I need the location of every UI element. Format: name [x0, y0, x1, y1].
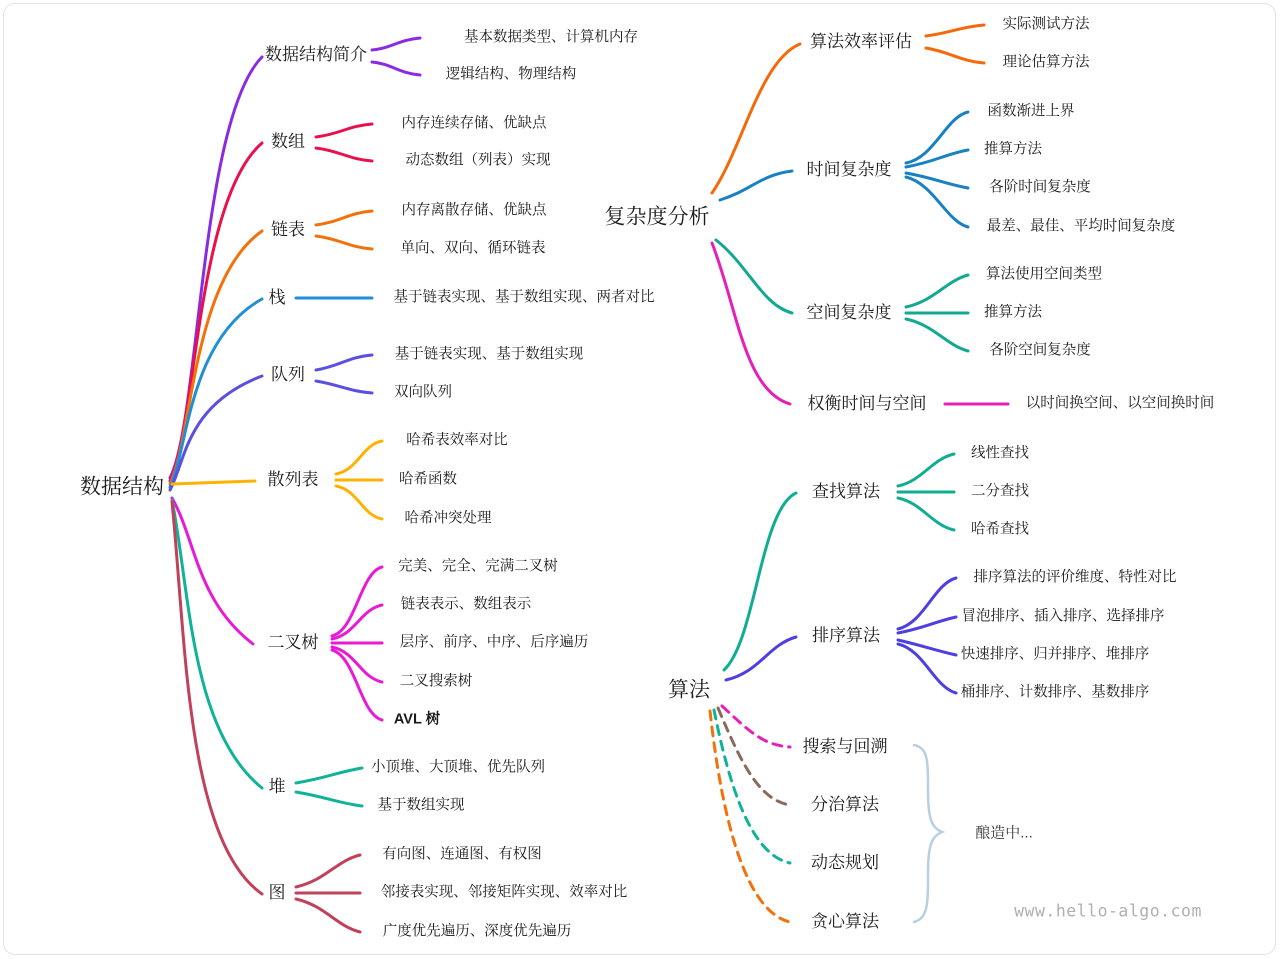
node-queue[interactable]: 队列 — [271, 364, 305, 384]
node-space-child-2[interactable]: 推算方法 — [984, 304, 1042, 321]
edge-array-1 — [316, 124, 372, 137]
node-efficiency-child-1[interactable]: 实际测试方法 — [1002, 16, 1090, 33]
edge-cx-space — [716, 240, 792, 313]
node-time-child-1[interactable]: 函数渐进上界 — [987, 103, 1075, 120]
edge-ds-graph — [172, 502, 262, 894]
node-sorting-child-3[interactable]: 快速排序、归并排序、堆排序 — [960, 646, 1150, 663]
edge-queue-2 — [316, 381, 372, 393]
edge-cx-trade — [712, 243, 790, 404]
node-linked-list-child-1[interactable]: 内存离散存储、优缺点 — [401, 202, 547, 219]
edge-cxspace-1 — [906, 275, 968, 307]
brewing-note: 酿造中... — [975, 824, 1033, 842]
edge-list-2 — [316, 236, 372, 249]
edge-list-1 — [316, 211, 372, 225]
node-root-algorithm[interactable]: 算法 — [668, 678, 710, 702]
node-linked-list[interactable]: 链表 — [271, 219, 305, 239]
node-heap-child-2[interactable]: 基于数组实现 — [377, 797, 465, 814]
edge-hash-3 — [336, 486, 382, 519]
node-hash-child-3[interactable]: 哈希冲突处理 — [404, 510, 492, 527]
node-sorting-child-1[interactable]: 排序算法的评价维度、特性对比 — [973, 569, 1177, 586]
node-space-child-1[interactable]: 算法使用空间类型 — [986, 266, 1102, 283]
edge-heap-1 — [296, 768, 362, 783]
node-search-child-3[interactable]: 哈希查找 — [971, 521, 1029, 538]
edge-search-3 — [898, 498, 954, 530]
node-space-complexity[interactable]: 空间复杂度 — [806, 302, 892, 322]
node-graph-child-1[interactable]: 有向图、连通图、有权图 — [382, 846, 542, 863]
node-sorting-algorithm[interactable]: 排序算法 — [812, 625, 880, 645]
node-time-space-tradeoff[interactable]: 权衡时间与空间 — [807, 393, 927, 413]
node-time-child-3[interactable]: 各阶时间复杂度 — [989, 179, 1091, 196]
node-root-complexity[interactable]: 复杂度分析 — [604, 205, 710, 229]
node-queue-child-2[interactable]: 双向队列 — [394, 384, 452, 401]
edge-sort-1 — [898, 578, 956, 629]
edge-array-2 — [316, 148, 372, 161]
edge-cx-time — [720, 171, 792, 200]
edge-ds-stack — [170, 299, 262, 487]
edge-search-1 — [898, 454, 954, 486]
node-ds-intro-child-2[interactable]: 逻辑结构、物理结构 — [445, 66, 577, 83]
node-time-child-2[interactable]: 推算方法 — [984, 141, 1042, 158]
node-search-child-1[interactable]: 线性查找 — [971, 445, 1029, 462]
edge-algo-divide — [718, 708, 790, 805]
node-stack[interactable]: 栈 — [268, 287, 286, 307]
node-search-child-2[interactable]: 二分查找 — [971, 483, 1029, 500]
edge-queue-1 — [316, 355, 372, 370]
node-search-algorithm[interactable]: 查找算法 — [812, 481, 880, 501]
edge-graph-1 — [296, 855, 360, 887]
node-time-complexity[interactable]: 时间复杂度 — [806, 159, 892, 179]
node-stack-child-1[interactable]: 基于链表实现、基于数组实现、两者对比 — [393, 289, 655, 306]
edge-algo-search — [724, 493, 796, 670]
node-hash-child-1[interactable]: 哈希表效率对比 — [406, 432, 508, 449]
edge-heap-2 — [296, 792, 362, 806]
node-efficiency-evaluation[interactable]: 算法效率评估 — [810, 31, 912, 51]
edge-intro-1 — [372, 38, 420, 50]
edge-ds-intro — [170, 57, 262, 478]
node-hash-table[interactable]: 散列表 — [267, 469, 319, 489]
node-queue-child-1[interactable]: 基于链表实现、基于数组实现 — [394, 346, 584, 363]
brewing-brace — [914, 745, 942, 922]
edge-ds-heap — [172, 500, 262, 788]
node-array-child-2[interactable]: 动态数组（列表）实现 — [405, 152, 551, 169]
edge-tree-4 — [332, 647, 382, 682]
node-array[interactable]: 数组 — [271, 131, 305, 151]
edge-intro-2 — [372, 62, 420, 75]
node-heap[interactable]: 堆 — [268, 776, 286, 796]
edge-cxeff-1 — [926, 25, 984, 36]
node-time-child-4[interactable]: 最差、最佳、平均时间复杂度 — [986, 218, 1176, 235]
node-divide-conquer[interactable]: 分治算法 — [811, 794, 879, 814]
node-graph-child-3[interactable]: 广度优先遍历、深度优先遍历 — [382, 923, 572, 940]
node-root-data-structure[interactable]: 数据结构 — [80, 475, 164, 499]
edge-algo-sort — [726, 637, 796, 680]
node-ds-intro-child-1[interactable]: 基本数据类型、计算机内存 — [464, 29, 638, 46]
node-tradeoff-child-1[interactable]: 以时间换空间、以空间换时间 — [1025, 395, 1215, 412]
node-sorting-child-4[interactable]: 桶排序、计数排序、基数排序 — [960, 684, 1150, 701]
watermark-url: www.hello-algo.com — [1014, 901, 1202, 921]
node-space-child-3[interactable]: 各阶空间复杂度 — [989, 342, 1091, 359]
node-binary-tree-child-5[interactable]: AVL 树 — [393, 711, 441, 728]
node-binary-tree[interactable]: 二叉树 — [267, 632, 319, 652]
node-graph[interactable]: 图 — [268, 882, 286, 902]
edge-tree-1 — [332, 567, 382, 636]
node-binary-tree-child-4[interactable]: 二叉搜索树 — [399, 673, 473, 690]
edge-graph-3 — [296, 899, 360, 932]
edge-cxeff-2 — [926, 48, 984, 63]
node-dynamic-programming[interactable]: 动态规划 — [811, 852, 879, 872]
edge-tree-5 — [332, 650, 382, 720]
node-efficiency-child-2[interactable]: 理论估算方法 — [1002, 54, 1090, 71]
node-greedy-algorithm[interactable]: 贪心算法 — [811, 911, 879, 931]
node-binary-tree-child-3[interactable]: 层序、前序、中序、后序遍历 — [399, 634, 589, 651]
node-hash-child-2[interactable]: 哈希函数 — [399, 471, 457, 488]
edge-sort-4 — [898, 644, 956, 693]
edge-cxtime-1 — [906, 112, 968, 163]
node-binary-tree-child-2[interactable]: 链表表示、数组表示 — [400, 596, 532, 613]
edge-ds-list — [170, 231, 262, 484]
edge-ds-hash — [172, 481, 255, 484]
node-graph-child-2[interactable]: 邻接表实现、邻接矩阵实现、效率对比 — [380, 884, 628, 901]
node-heap-child-1[interactable]: 小顶堆、大顶堆、优先队列 — [371, 759, 545, 776]
node-backtracking[interactable]: 搜索与回溯 — [802, 736, 888, 756]
node-linked-list-child-2[interactable]: 单向、双向、循环链表 — [400, 240, 546, 257]
edge-cxspace-3 — [906, 319, 968, 351]
edge-hash-1 — [336, 441, 382, 474]
node-sorting-child-2[interactable]: 冒泡排序、插入排序、选择排序 — [961, 608, 1165, 625]
node-binary-tree-child-1[interactable]: 完美、完全、完满二叉树 — [398, 558, 558, 575]
node-ds-intro[interactable]: 数据结构简介 — [265, 44, 367, 64]
node-array-child-1[interactable]: 内存连续存储、优缺点 — [401, 115, 547, 132]
